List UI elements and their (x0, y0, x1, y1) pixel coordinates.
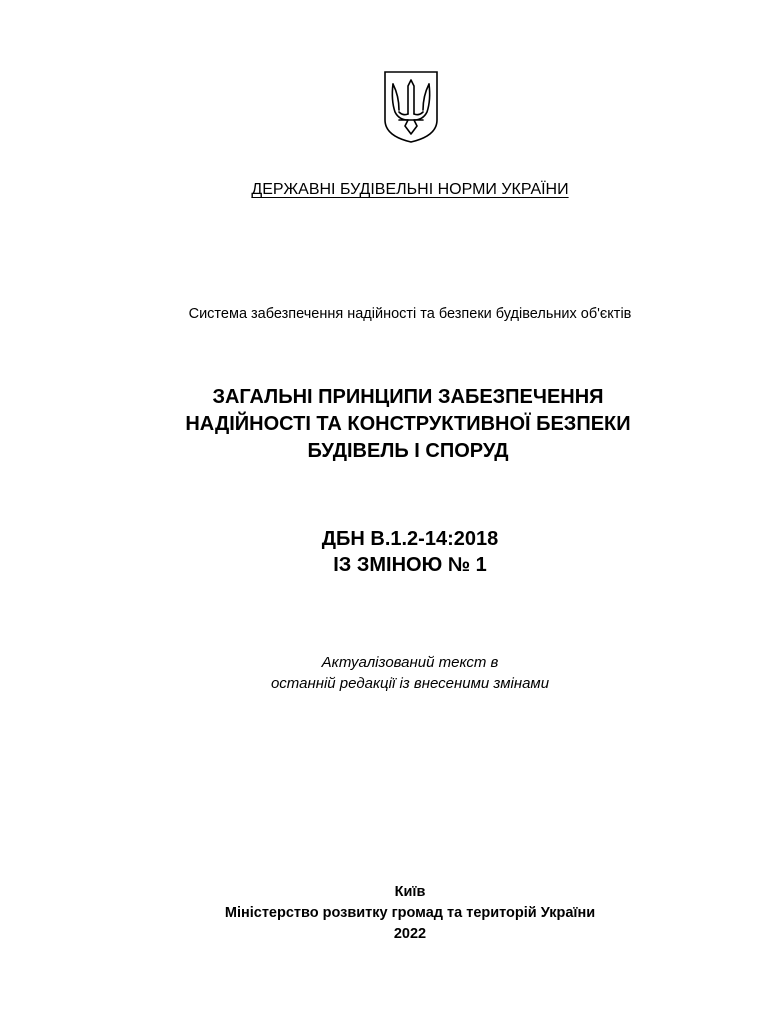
footer-year: 2022 (393, 926, 427, 942)
code-amendment: ІЗ ЗМІНОЮ № 1 (333, 554, 487, 576)
publisher-footer (26, 882, 768, 945)
edition-note-line: Актуалізований текст в (321, 654, 499, 671)
coat-of-arms-emblem (383, 70, 439, 144)
footer-city: Київ (394, 884, 426, 900)
system-subtitle: Система забезпечення надійності та безпеки будівельних об'єктів (188, 306, 632, 322)
footer-ministry: Міністерство розвитку громад та територій України (224, 905, 596, 921)
edition-note (26, 652, 768, 694)
document-code (26, 526, 768, 578)
edition-note-line: останній редакції із внесеними змінами (270, 675, 550, 692)
document-title-line: ЗАГАЛЬНІ ПРИНЦИПИ ЗАБЕЗПЕЧЕННЯ (212, 386, 604, 408)
document-title-line: БУДІВЕЛЬ І СПОРУД (307, 440, 509, 462)
trident-coat-of-arms-icon (383, 70, 439, 144)
norms-title: ДЕРЖАВНІ БУДІВЕЛЬНІ НОРМИ УКРАЇНИ (251, 181, 569, 198)
document-title-line: НАДІЙНОСТІ ТА КОНСТРУКТИВНОЇ БЕЗПЕКИ (185, 413, 631, 435)
document-title (24, 384, 768, 465)
code-designation: ДБН В.1.2-14:2018 (321, 528, 499, 550)
